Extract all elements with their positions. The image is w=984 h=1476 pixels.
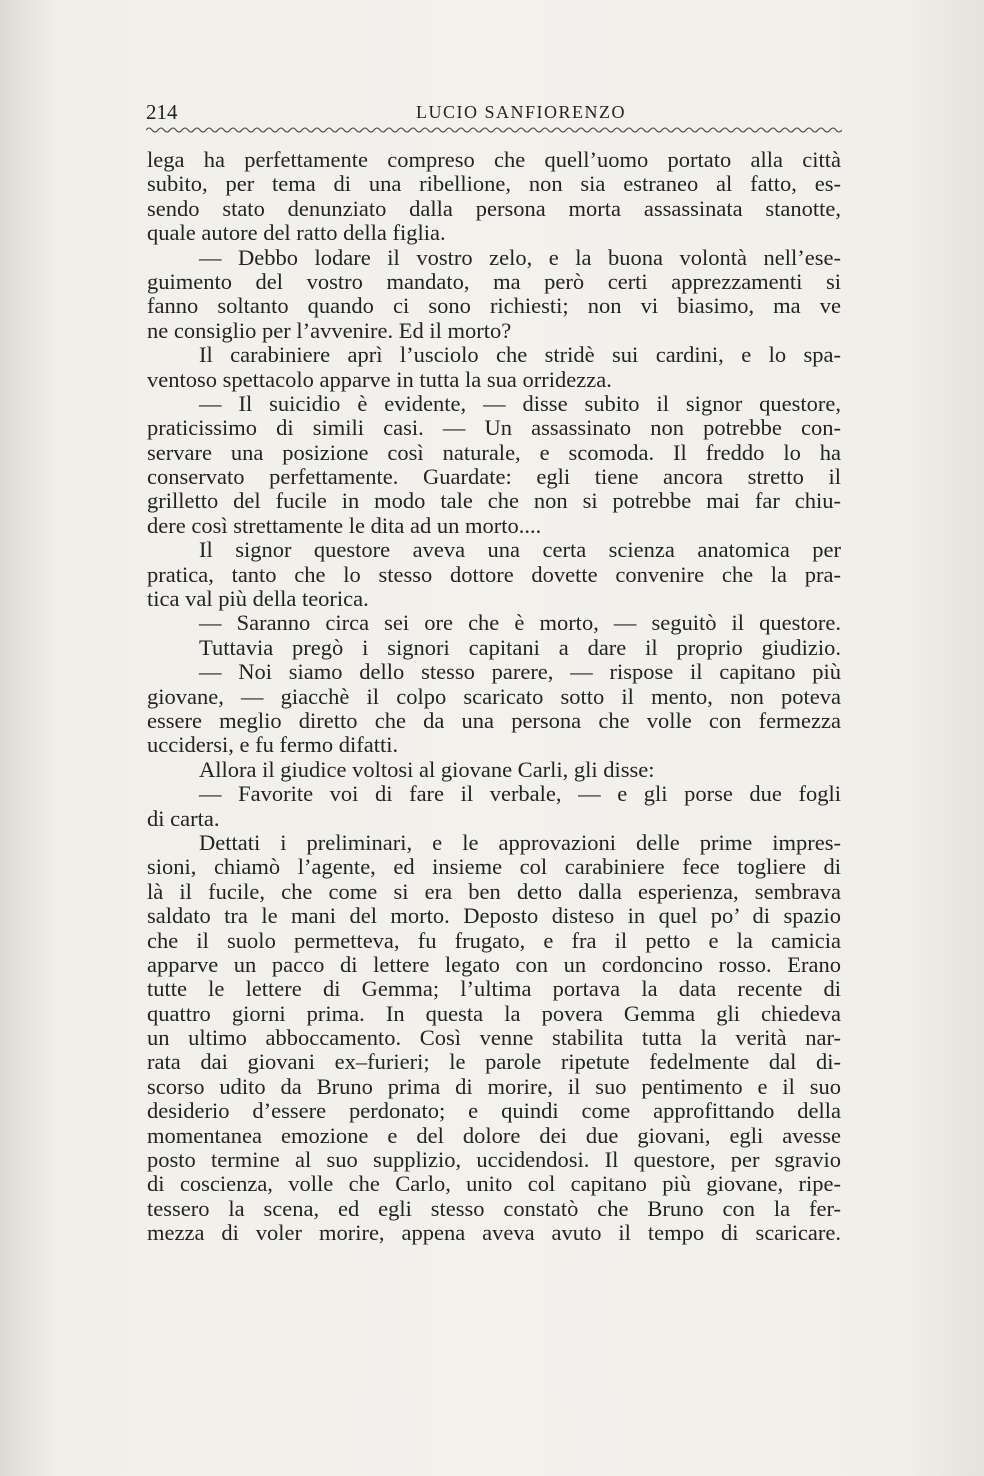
- page-number: 214: [146, 100, 178, 124]
- text-line: Il signor questore aveva una certa scienza anatomica per: [199, 538, 841, 563]
- text-line: tessero la scena, ed egli stesso constatò che Bruno con la fer-: [147, 1196, 841, 1221]
- text-line: là il fucile, che come si era ben detto dalla esperienza, sembrava: [147, 879, 841, 904]
- text-line: saldato tra le mani del morto. Deposto disteso in quel po’ di spazio: [147, 904, 841, 929]
- text-line: essere meglio diretto che da una persona che volle con fermezza: [147, 708, 841, 733]
- text-line: Tuttavia pregò i signori capitani a dare il proprio giudizio.: [199, 635, 841, 660]
- text-line: tutte le lettere di Gemma; l’ultima portava la data recente di: [147, 977, 841, 1002]
- text-line: desiderio d’essere perdonato; e quindi come approfittando della: [147, 1099, 841, 1124]
- text-line: quattro giorni prima. In questa la povera Gemma gli chiedeva: [147, 1001, 841, 1026]
- text-line: — Saranno circa sei ore che è morto, — seguitò il questore.: [199, 611, 841, 636]
- running-title: LUCIO SANFIORENZO: [416, 102, 626, 122]
- text-line: sendo stato denunziato dalla persona morta assassinata stanotte,: [147, 196, 841, 221]
- text-line: Il carabiniere aprì l’usciolo che stridè sui cardini, e lo spa-: [199, 343, 841, 368]
- text-line: un ultimo abboccamento. Così venne stabilita tutta la verità nar-: [147, 1026, 841, 1051]
- text-line: lega ha perfettamente compreso che quell’uomo portato alla città: [147, 148, 841, 172]
- text-line: praticissimo di simili casi. — Un assassinato non potrebbe con-: [147, 416, 841, 441]
- text-line: — Debbo lodare il vostro zelo, e la buona volontà nell’ese-: [199, 245, 841, 270]
- text-line: grilletto del fucile in modo tale che non si potrebbe mai far chiu-: [147, 489, 841, 514]
- text-line: fanno soltanto quando ci sono richiesti; non vi biasimo, ma ve: [147, 294, 841, 319]
- text-line: subito, per tema di una ribellione, non sia estraneo al fatto, es-: [147, 172, 841, 197]
- text-line: Allora il giudice voltosi al giovane Carli, gli disse:: [199, 757, 655, 782]
- text-line: — Favorite voi di fare il verbale, — e gli porse due fogli: [199, 782, 841, 807]
- text-line: tica val più della teorica.: [147, 587, 369, 612]
- text-line: — Noi siamo dello stesso parere, — rispose il capitano più: [199, 660, 841, 685]
- text-line: di carta.: [147, 806, 220, 831]
- text-line: momentanea emozione e del dolore dei due giovani, egli avesse: [147, 1123, 841, 1148]
- text-line: pratica, tanto che lo stesso dottore dovette convenire che la pra-: [147, 562, 841, 587]
- text-line: posto termine al suo supplizio, uccidendosi. Il questore, per sgravio: [147, 1148, 841, 1173]
- text-line: mezza di voler morire, appena aveva avuto il tempo di scaricare.: [147, 1221, 841, 1246]
- text-line: uccidersi, e fu fermo difatti.: [147, 733, 399, 758]
- text-line: guimento del vostro mandato, ma però certi apprezzamenti si: [147, 269, 841, 294]
- text-line: rata dai giovani ex–furieri; le parole ripetute fedelmente dal di-: [147, 1050, 841, 1075]
- text-line: quale autore del ratto della figlia.: [147, 221, 446, 246]
- text-line: ne consiglio per l’avvenire. Ed il morto?: [147, 318, 512, 343]
- text-line: conservato perfettamente. Guardate: egli tiene ancora stretto il: [147, 465, 841, 490]
- text-line: che il suolo permetteva, fu frugato, e fra il petto e la camicia: [147, 928, 841, 953]
- text-line: giovane, — giacchè il colpo scaricato sotto il mento, non poteva: [147, 684, 841, 709]
- text-line: Dettati i preliminari, e le approvazioni delle prime impres-: [199, 830, 841, 855]
- decorative-wavy-rule: [146, 124, 842, 136]
- text-line: — Il suicidio è evidente, — disse subito il signor questore,: [199, 391, 841, 416]
- text-line: apparve un pacco di lettere legato con un cordoncino rosso. Erano: [147, 952, 841, 977]
- text-line: servare una posizione così naturale, e scomoda. Il freddo lo ha: [147, 440, 841, 465]
- body-text: [147, 148, 841, 1246]
- text-line: di coscienza, volle che Carlo, unito col capitano più giovane, ripe-: [147, 1172, 841, 1197]
- text-line: sioni, chiamò l’agente, ed insieme col carabiniere fece togliere di: [147, 855, 841, 880]
- text-line: dere così strettamente le dita ad un morto....: [147, 513, 542, 538]
- text-line: scorso udito da Bruno prima di morire, il suo pentimento e il suo: [147, 1074, 841, 1099]
- text-line: ventoso spettacolo apparve in tutta la sua orridezza.: [147, 367, 612, 392]
